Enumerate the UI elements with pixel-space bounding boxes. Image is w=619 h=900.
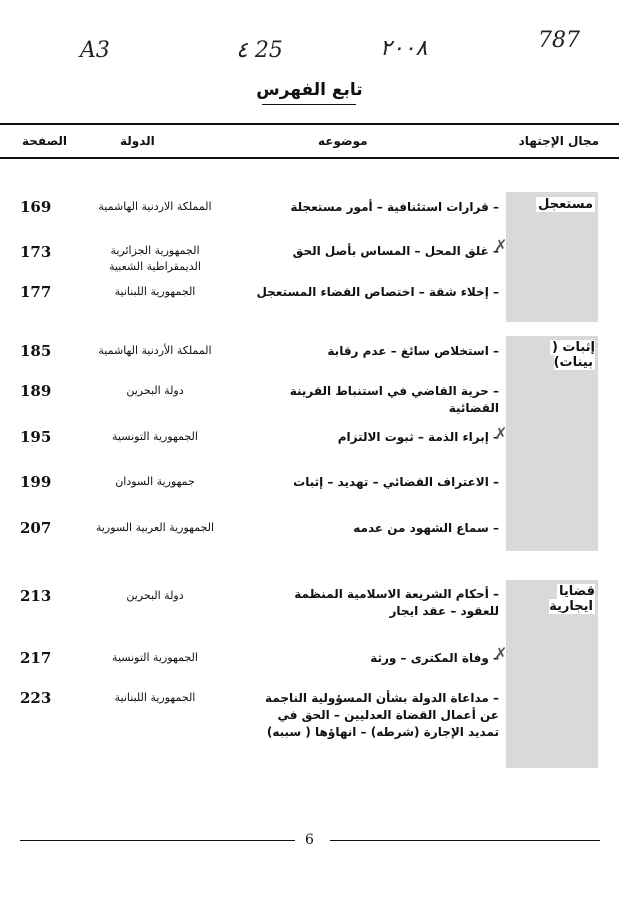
row-topic: – غلق المحل – المساس بأصل الحق — [292, 244, 499, 258]
header-page: الصفحة — [22, 134, 68, 148]
check-mark-icon: ✗ — [494, 236, 508, 255]
row-topic: – وفاة المكترى – ورثة — [370, 651, 499, 665]
row-page: 195 — [20, 428, 52, 446]
header-bottom-rule — [0, 157, 619, 159]
page-title: تابع الفهرس — [256, 80, 363, 100]
row-country: الجمهورية اللبنانية — [114, 691, 196, 704]
row-page: 185 — [20, 342, 52, 360]
row-page: 173 — [20, 243, 52, 261]
header-field: مجال الإجتهاد — [518, 134, 599, 148]
footer-rule-right — [330, 840, 600, 841]
row-topic: – إخلاء شقة – اختصاص القضاء المستعجل — [256, 285, 499, 299]
row-country: جمهورية السودان — [115, 475, 195, 488]
section-label-rental: قضايا ايجارية — [549, 584, 595, 614]
row-topic: – سماع الشهود من عدمه — [353, 521, 499, 535]
check-mark-icon: ✗ — [494, 424, 508, 443]
row-topic: – استخلاص سائغ – عدم رقابة — [327, 344, 499, 358]
row-country: الجمهورية التونسية — [112, 430, 198, 443]
row-page: 213 — [20, 587, 52, 605]
row-country: دولة البحرين — [126, 384, 184, 397]
row-topic: – إبراء الذمة – ثبوت الالتزام — [337, 430, 499, 444]
row-country: دولة البحرين — [126, 589, 184, 602]
row-country: المملكة الأردنية الهاشمية — [98, 344, 212, 357]
row-topic: – أحكام الشريعة الاسلامية المنظمة للعقود – عقد ايجار — [294, 587, 499, 618]
row-country: الجمهورية اللبنانية — [114, 285, 196, 298]
title-underline — [262, 104, 356, 105]
row-page: 199 — [20, 473, 52, 491]
header-country: الدولة — [120, 134, 155, 148]
section-label-urgent: مستعجل — [538, 197, 593, 212]
row-country: الجمهورية العربية السورية — [95, 521, 215, 534]
row-topic: – مداعاة الدولة بشأن المسؤولية الناجمة عن أعمال القضاة العدليين – الحق في تمديد الإجارة (شرطه) – انهاؤها ( سببه) — [265, 691, 499, 739]
row-country: الجمهورية التونسية — [112, 651, 198, 664]
row-country: المملكة الاردنية الهاشمية — [98, 200, 212, 213]
handwritten-code: A3 — [80, 38, 110, 63]
handwritten-number: 787 — [538, 28, 580, 53]
row-page: 177 — [20, 283, 52, 301]
row-page: 169 — [20, 198, 52, 216]
header-subject: موضوعه — [318, 134, 368, 148]
row-topic: – الاعتراف القضائي – تهديد – إثبات — [293, 475, 499, 489]
section-label-evidence: إثبات ( بينات) — [551, 340, 595, 370]
handwritten-middle: ٤ 25 — [236, 38, 283, 63]
row-topic: – قرارات استئنافية – أمور مستعجلة — [290, 200, 499, 214]
page-number: 6 — [305, 832, 314, 848]
handwritten-year: ٢٠٠٨ — [380, 36, 428, 61]
row-page: 189 — [20, 382, 52, 400]
row-topic: – حرية القاضي في استنباط القرينة القضائية — [289, 384, 499, 415]
row-page: 217 — [20, 649, 52, 667]
row-page: 207 — [20, 519, 52, 537]
row-page: 223 — [20, 689, 52, 707]
check-mark-icon: ✗ — [494, 644, 508, 663]
header-top-rule — [0, 123, 619, 125]
row-country: الجمهورية الجزائرية الديمقراطية الشعبية — [109, 244, 201, 273]
